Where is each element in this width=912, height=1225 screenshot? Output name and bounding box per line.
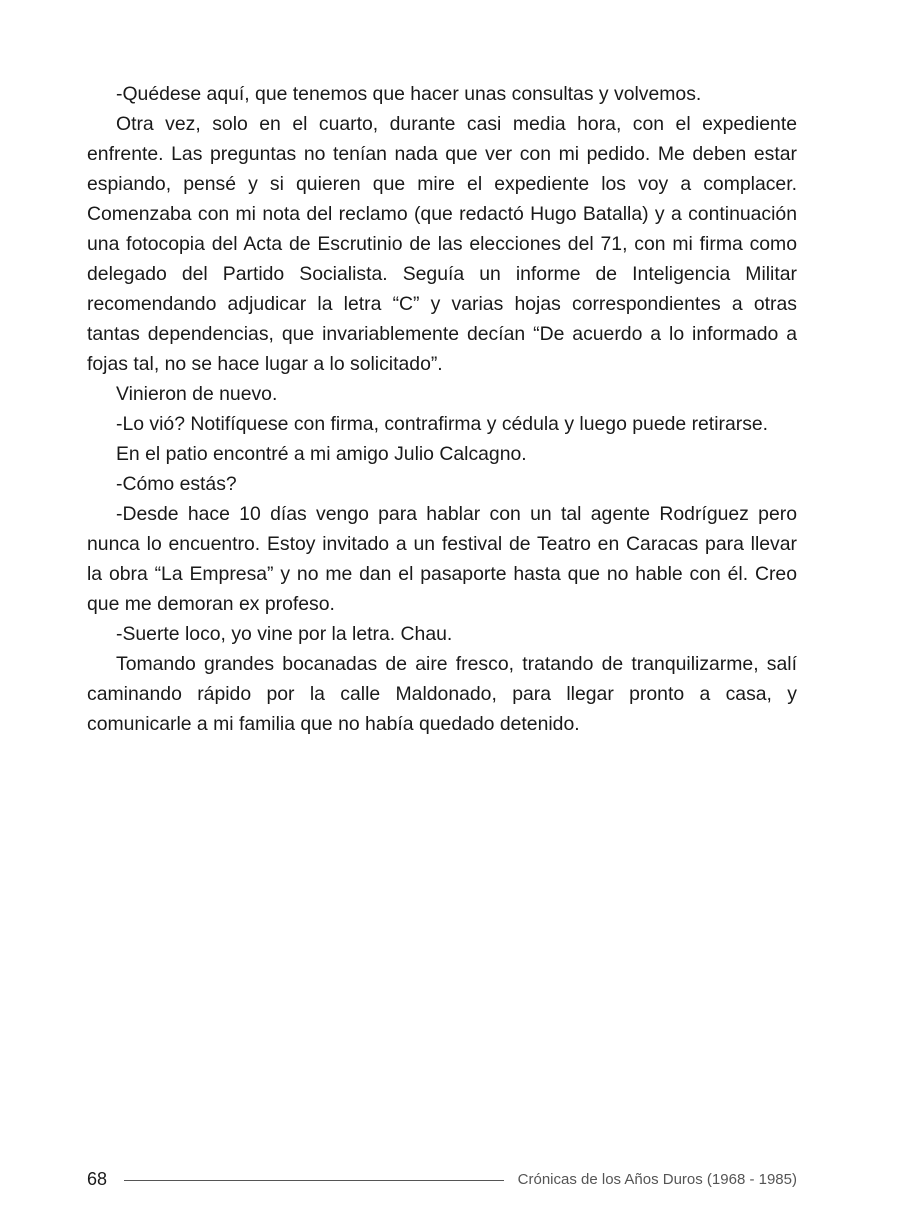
paragraph: -Desde hace 10 días vengo para hablar con un tal agente Rodríguez pero nunca lo encuentro. Estoy invitado a un festival de Teatro en Caracas para llevar la obra “La Empresa” y no me dan el pasaporte hasta que no hable con él. Creo que me demoran ex profeso. <box>87 503 797 615</box>
paragraph: -Suerte loco, yo vine por la letra. Chau. <box>116 623 453 645</box>
paragraph: En el patio encontré a mi amigo Julio Calcagno. <box>116 443 527 465</box>
paragraph: -Lo vió? Notifíquese con firma, contrafirma y cédula y luego puede retirarse. <box>116 413 769 435</box>
paragraph: -Cómo estás? <box>116 473 237 495</box>
paragraph: Otra vez, solo en el cuarto, durante casi media hora, con el expediente enfrente. Las preguntas no tenían nada que ver con mi pedido. Me deben estar espiando, pensé y si quieren que mire el expediente los voy a complacer. Comenzaba con mi nota del reclamo (que redactó Hugo Batalla) y a continuación una fotocopia del Acta de Escrutinio de las elecciones del 71, con mi firma como delegado del Partido Socialista. Seguía un informe de Inteligencia Militar recomendando adjudicar la letra “C” y varias hojas correspondientes a otras tantas dependencias, que invariablemente decían “De acuerdo a lo informado a fojas tal, no se hace lugar a lo solicitado”. <box>87 113 797 375</box>
paragraph: Tomando grandes bocanadas de aire fresco, tratando de tranquilizarme, salí caminando rápido por la calle Maldonado, para llegar pronto a casa, y comunicarle a mi familia que no había quedado detenido. <box>87 653 797 735</box>
running-title: Crónicas de los Años Duros (1968 - 1985) <box>517 1170 797 1188</box>
paragraph: -Quédese aquí, que tenemos que hacer unas consultas y volvemos. <box>116 83 702 105</box>
page-footer <box>87 1166 797 1192</box>
page-number: 68 <box>87 1168 108 1189</box>
paragraph: Vinieron de nuevo. <box>116 383 278 405</box>
footer-divider <box>124 1180 504 1181</box>
body-text <box>87 79 797 739</box>
